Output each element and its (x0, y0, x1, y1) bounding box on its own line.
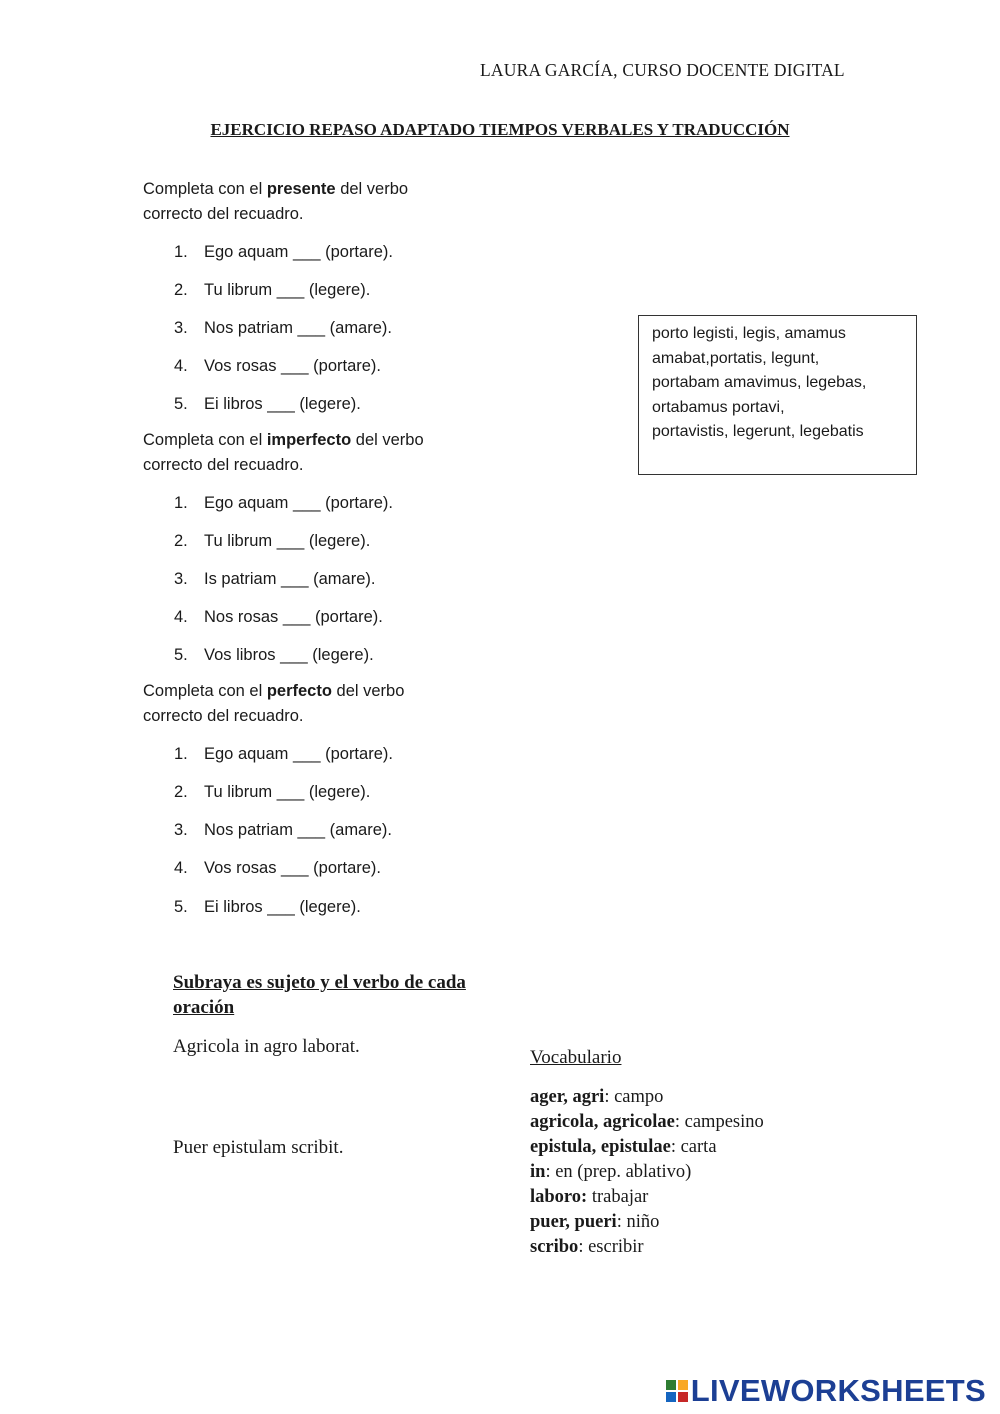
section-title-subject-verb: Subraya es sujeto y el verbo de cada oración (173, 972, 466, 1018)
list-item: 5. Vos libros ___ (legere). (174, 646, 374, 664)
list-item: 1. Ego aquam ___ (portare). (174, 745, 393, 763)
vocabulary-entry: in: en (prep. ablativo) (530, 1162, 692, 1182)
list-item: 2. Tu librum ___ (legere). (174, 532, 371, 550)
vocabulary-list (530, 1085, 764, 1260)
instruction-presente: Completa con el presente del verbo correcto del recuadro. (143, 180, 409, 223)
logo-text: LIVEWORKSHEETS (690, 1373, 986, 1408)
logo-square (678, 1392, 688, 1402)
list-item: 2. Tu librum ___ (legere). (174, 281, 371, 299)
logo-square (666, 1392, 676, 1402)
list-item: 5. Ei libros ___ (legere). (174, 898, 361, 916)
sentence: Agricola in agro laborat. (173, 1036, 360, 1057)
author-header: LAURA GARCÍA, CURSO DOCENTE DIGITAL (480, 60, 845, 80)
word-bank-line: ortabamus portavi, (652, 398, 785, 416)
instruction-keyword: perfecto (266, 682, 332, 700)
vocabulary-entry: scribo: escribir (530, 1237, 644, 1257)
word-bank-line: portavistis, legerunt, legebatis (652, 423, 864, 440)
logo-square (678, 1380, 688, 1390)
list-item: 3. Nos patriam ___ (amare). (174, 319, 392, 337)
instruction-imperfecto: Completa con el imperfecto del verbo correcto del recuadro. (143, 431, 424, 474)
logo-square (666, 1380, 676, 1390)
instruction-keyword: imperfecto (266, 431, 352, 449)
word-bank-line: portabam amavimus, legebas, (652, 374, 867, 391)
vocabulary-entry: puer, pueri: niño (530, 1212, 660, 1232)
word-bank-line: amabat,portatis, legunt, (652, 349, 820, 367)
list-item: 4. Vos rosas ___ (portare). (174, 357, 382, 375)
list-item: 1. Ego aquam ___ (portare). (174, 243, 393, 261)
vocabulary-entry: ager, agri: campo (530, 1087, 664, 1107)
vocabulary-entry: epistula, epistulae: carta (530, 1137, 717, 1157)
list-item: 2. Tu librum ___ (legere). (174, 783, 371, 801)
sentence: Puer epistulam scribit. (173, 1137, 344, 1158)
instruction-perfecto: Completa con el perfecto del verbo correcto del recuadro. (143, 682, 405, 725)
liveworksheets-logo[interactable] (666, 1374, 986, 1408)
vocabulary-entry: laboro: trabajar (530, 1187, 649, 1207)
list-item: 3. Nos patriam ___ (amare). (174, 821, 392, 839)
instruction-keyword: presente (266, 180, 336, 198)
list-item: 5. Ei libros ___ (legere). (174, 395, 361, 413)
list-item: 3. Is patriam ___ (amare). (174, 570, 376, 588)
liveworksheets-grid-icon (666, 1380, 688, 1402)
list-item: 1. Ego aquam ___ (portare). (174, 494, 393, 512)
vocabulary-entry: agricola, agricolae: campesino (530, 1112, 764, 1132)
word-bank-box (638, 315, 917, 475)
vocabulary-title: Vocabulario (530, 1047, 622, 1068)
page-title: EJERCICIO REPASO ADAPTADO TIEMPOS VERBALES Y TRADUCCIÓN (210, 120, 790, 139)
word-bank-line: porto legisti, legis, amamus (652, 325, 846, 342)
list-item: 4. Vos rosas ___ (portare). (174, 859, 382, 877)
list-item: 4. Nos rosas ___ (portare). (174, 608, 383, 626)
